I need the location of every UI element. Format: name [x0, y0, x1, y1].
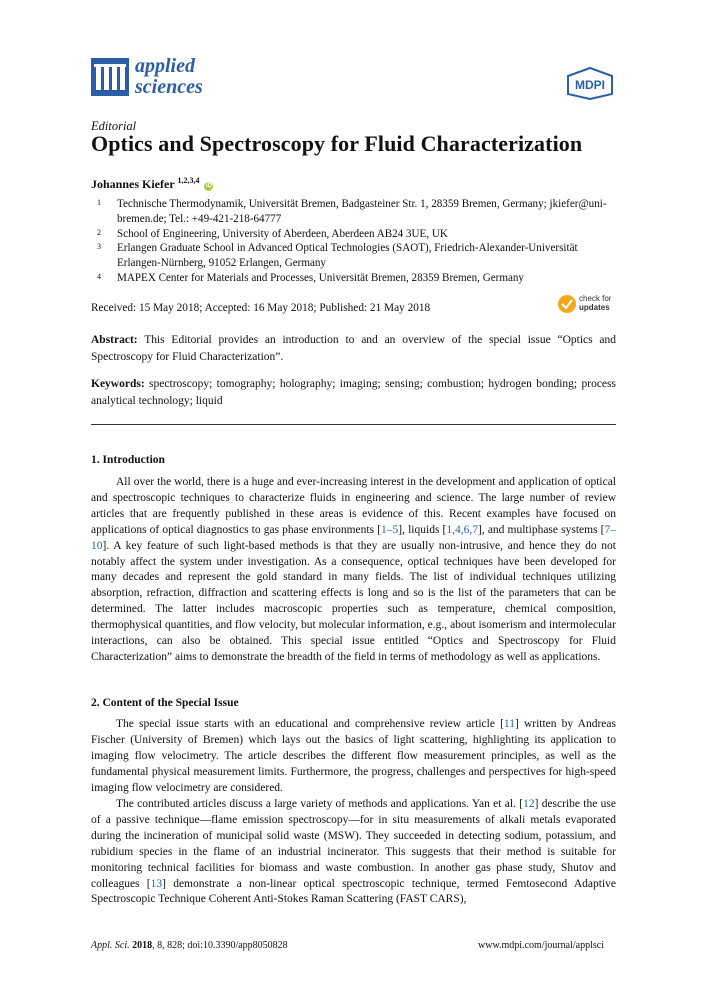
citation-link[interactable]: 12 [523, 798, 535, 810]
citation-link[interactable]: 11 [503, 718, 515, 730]
footer-journal: Appl. Sci. [91, 940, 130, 951]
keywords-label: Keywords: [91, 378, 145, 390]
affiliation-number: 4 [97, 272, 101, 281]
affiliation-number: 2 [97, 228, 101, 237]
section-heading-content: 2. Content of the Special Issue [91, 697, 239, 709]
keywords [91, 376, 616, 410]
footer-citation [91, 940, 288, 951]
footer-year: 2018 [132, 940, 153, 951]
affiliation-text: Erlangen Graduate School in Advanced Optical Technologies (SAOT), Friedrich-Alexander-Universität Erlangen-Nürnberg, 91052 Erlangen, Germany [117, 242, 578, 269]
affiliation-number: 1 [97, 198, 101, 207]
check-for-updates-badge[interactable] [557, 293, 617, 315]
citation-link[interactable]: 13 [150, 877, 163, 890]
keywords-text: spectroscopy; tomography; holography; imaging; sensing; combustion; hydrogen bonding; process analytical technology; liquid [91, 378, 616, 407]
divider [91, 424, 616, 425]
footer-doi: , 8, 828; doi:10.3390/app8050828 [152, 940, 288, 951]
affiliation-text: Technische Thermodynamik, Universität Bremen, Badgasteiner Str. 1, 28359 Bremen, Germany; jkiefer@uni-bremen.de; Tel.: +49-421-218-64777 [117, 198, 607, 225]
affiliation-number: 3 [97, 242, 101, 251]
author-name: Johannes Kiefer [91, 177, 175, 191]
publisher-name: MDPI [575, 78, 605, 92]
paragraph: The contributed articles discuss a large variety of methods and applications. Yan et al. [12] describe the use of a passive technique—flame emission spectroscopy—for in situ measurements of alkali metals evaporated during the incineration of municipal solid waste (MSW). They succeeded in detecting sodium, potassium, and rubidium species in the flame of an industrial incinerator. This suggests that their method is suitable for monitoring technical facilities for biomass and waste combustion. In another gas phase study, Shutov and colleagues [13] demonstrate a non-linear optical spectroscopic technique, termed Femtosecond Adaptive Spectroscopic Technique Coherent Anti-Stokes Raman Scattering (FAST CARS), [91, 798, 616, 906]
footer-url[interactable]: www.mdpi.com/journal/applsci [478, 940, 604, 951]
affiliation-text: MAPEX Center for Materials and Processes, Universität Bremen, 28359 Bremen, Germany [117, 272, 524, 284]
abstract-label: Abstract: [91, 334, 138, 346]
journal-name [135, 56, 275, 98]
mdpi-logo-icon [565, 66, 615, 100]
abstract [91, 332, 616, 366]
check-updates-line2: updates [579, 303, 610, 312]
page-title: Optics and Spectroscopy for Fluid Characterization [91, 131, 583, 156]
paragraph: The special issue starts with an educational and comprehensive review article [11] written by Andreas Fischer (University of Bremen) which lays out the basics of light scattering, highlighting its application to imaging flow velocimetry. The article describes the different flow measurement principles, as well as the fundamental physical measurement limits. Furthermore, the progress, challenges and perspectives for high-speed imaging flow velocimetry are considered. [91, 718, 616, 794]
article-type: Editorial [91, 119, 137, 133]
paragraph: All over the world, there is a huge and ever-increasing interest in the development and application of optical and spectroscopic techniques to characterize fluids in engineering and science. The large number of review articles that are frequently published in these areas is evidence of this. Recent examples have focused on applications of optical diagnostics to gas phase environments [1–5], liquids [1,4,6,7], and multiphase systems [7–10]. A key feature of such light-based methods is that they are usually non-intrusive, and hence they do not notably affect the system under investigation. As a consequence, optical techniques have been developed for many decades and represent the gold standard in many fields. The list of individual techniques utilizing absorption, refraction, diffraction and scattering effects is long and so is the list of the parameters that can be determined. The latter includes macroscopic properties such as temperature, chemical composition, thermophysical quantities, and flow velocity, but molecular information, e.g., about isomerism and intermolecular interactions, can also be obtained. This special issue entitled “Optics and Spectroscopy for Fluid Characterization” aims to demonstrate the breadth of the field in terms of methodology as well as applications. [91, 476, 616, 663]
section-heading-introduction: 1. Introduction [91, 454, 165, 466]
author-affiliation-marks: 1,2,3,4 [177, 176, 200, 185]
citation-link[interactable]: 1,4,6,7 [446, 523, 478, 536]
journal-name-line1: applied [135, 55, 195, 77]
affiliation-text: School of Engineering, University of Aberdeen, Aberdeen AB24 3UE, UK [117, 228, 448, 240]
citation-link[interactable]: 1–5 [381, 523, 399, 536]
journal-name-line2: sciences [135, 76, 203, 98]
journal-logo-icon [91, 58, 129, 96]
author-line [91, 176, 213, 192]
abstract-text: This Editorial provides an introduction to and an overview of the special issue “Optics and Spectroscopy for Fluid Characterization”. [91, 334, 616, 363]
citation-link[interactable]: 7–10 [91, 523, 616, 552]
orcid-icon[interactable]: iD [205, 183, 212, 189]
check-updates-line1: check for [579, 294, 612, 303]
publication-dates: Received: 15 May 2018; Accepted: 16 May 2018; Published: 21 May 2018 [91, 302, 431, 314]
